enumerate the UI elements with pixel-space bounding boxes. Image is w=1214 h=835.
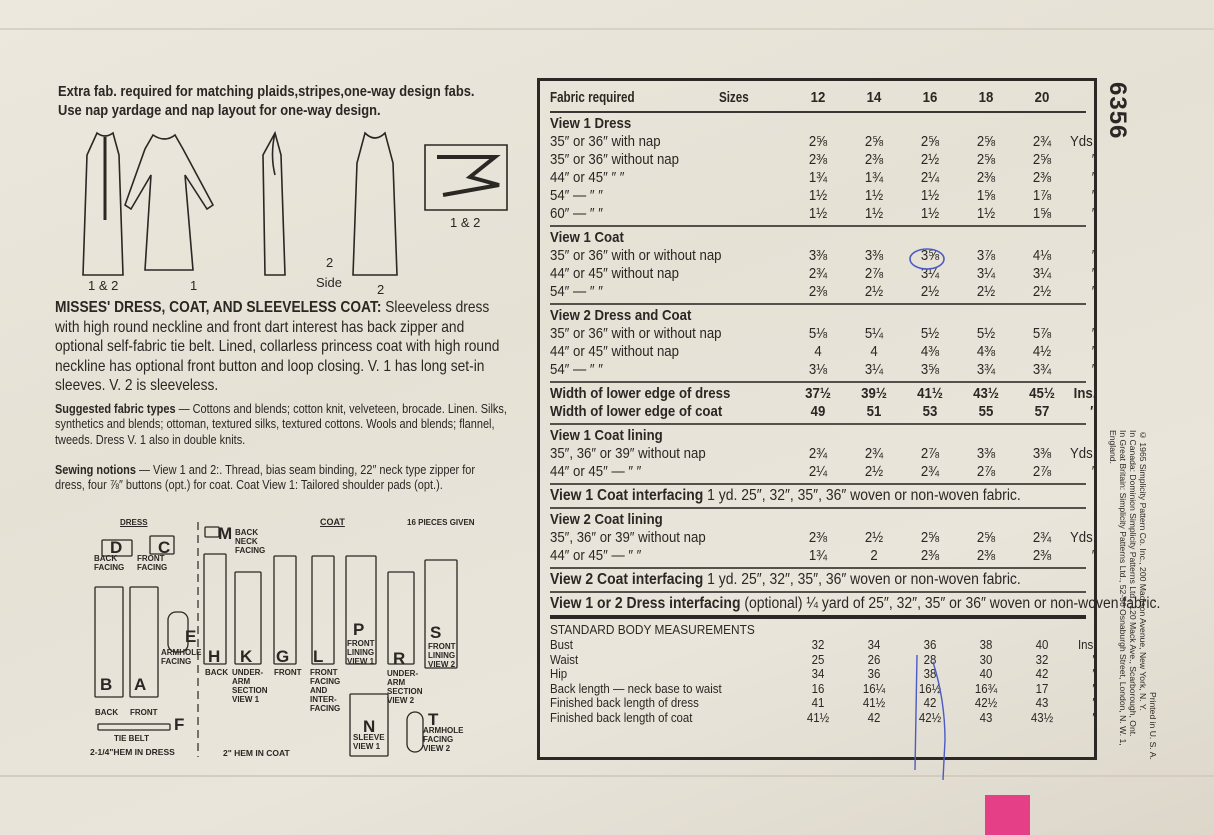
row-unit: ″ [1091,265,1097,282]
row-unit: ″ [1091,547,1097,564]
row-unit: ″ [1092,695,1097,710]
row-value: 3¾ [1032,361,1052,378]
section-title [550,115,1086,133]
row-value: 43½ [1030,709,1054,725]
row-label: 35″ or 36″ with or without nap [550,325,722,342]
row-value: 2⅝ [976,151,996,168]
row-value: 1½ [864,205,884,222]
row-value: 1¾ [808,547,828,564]
row-value: 1½ [808,187,828,204]
table-row [550,680,1097,697]
row-unit: ″ [1091,361,1097,378]
size-column-header: 16 [922,89,938,106]
piece-letter: P [353,620,365,639]
row-label: Back length — neck base to waist [550,680,722,696]
row-value: 34 [811,666,825,681]
piece-letter: N [363,717,376,736]
row-value: 3⅜ [976,445,996,462]
row-unit: ″ [1090,403,1097,420]
row-value: 2½ [864,283,884,300]
pattern-piece-m [205,527,219,537]
row-value: 2⅝ [808,133,828,150]
piece-letter: M [218,524,233,543]
section-title [550,427,1086,445]
row-value: 5¼ [864,325,884,342]
intro-line: Use nap yardage and nap layout for one-way design. [58,102,381,119]
row-unit: ″ [1092,666,1097,681]
table-row [550,343,1097,361]
row-value: 3⅛ [808,361,828,378]
illustration-label: 1 & 2 [450,215,481,230]
row-value: 36 [867,666,881,681]
piece-label: FRONT FACING [137,554,168,572]
row-value: 4⅜ [976,343,996,360]
note-text: 1 yd. 25″, 32″, 35″, 36″ woven or non-woven fabric. [703,571,1021,588]
row-label: 54″ — ″ ″ [550,361,603,378]
illustration-label: 1 & 2 [88,278,119,293]
piece-letter: R [393,649,406,668]
row-value: 1½ [920,187,940,204]
piece-label: FRONT LINING VIEW 1 [347,639,375,666]
row-value: 42½ [974,695,998,710]
row-unit: ″ [1091,187,1097,204]
table-row [550,247,1097,265]
pieces-count: 16 PIECES GIVEN [407,518,475,527]
row-value: 2⅜ [1032,547,1052,564]
table-section [550,569,1086,593]
row-value: 3⅝ [920,361,940,378]
row-value: 41½ [862,695,886,710]
table-row [550,283,1097,301]
row-value: 43½ [973,385,999,402]
row-value: 1½ [920,205,940,222]
row-value: 42½ [918,709,942,725]
coat-pieces-heading: COAT [320,517,345,527]
row-value: 42 [867,709,881,725]
row-value: 2⅝ [1032,151,1052,168]
description-heading: MISSES' DRESS, COAT, AND SLEEVELESS COAT: [55,299,382,316]
piece-label: FRONT [274,668,302,677]
table-row [550,187,1097,205]
header-label [550,85,761,111]
row-value: 2 [870,547,878,564]
piece-label: TIE BELT [114,734,149,743]
section-title [550,229,1086,247]
row-value: 40 [1035,637,1049,652]
row-unit: ″ [1091,247,1097,264]
table-section [550,509,1097,569]
row-unit: Yds. [1070,529,1097,546]
table-row [550,361,1097,379]
row-value: 1½ [864,187,884,204]
row-value: 16¼ [862,680,886,696]
row-value: 2¾ [808,265,828,282]
row-value: 2⅝ [920,529,940,546]
notions-heading: Sewing notions [55,463,136,477]
row-value: 36 [923,637,937,652]
row-unit: ″ [1091,151,1097,168]
row-value: 2¾ [1032,133,1052,150]
copyright-line: In Canada: Dominion Simplicity Patterns Ltd., 120 Mack Ave., Scarborough, Ont. [1128,430,1138,737]
table-row [550,403,1097,421]
row-label: Width of lower edge of dress [550,385,731,402]
note-title: View 1 or 2 Dress interfacing [550,595,741,612]
illustration-label: 2 [326,255,334,270]
row-value: 2⅜ [808,151,828,168]
row-value: 1½ [808,205,828,222]
section-title [550,307,1086,325]
tie-belt-sketch [425,145,507,210]
row-value: 2¼ [920,169,940,186]
fabric-types [55,402,507,448]
row-value: 49 [810,403,826,420]
row-value: 28 [923,651,937,667]
row-value: 2⅜ [976,169,996,186]
row-value: 17 [1035,680,1049,696]
row-value: 3¼ [920,265,940,282]
row-label: 35″ or 36″ without nap [550,151,679,168]
pattern-piece-t [407,712,423,752]
row-value: 2½ [864,529,884,546]
row-value: 41 [811,695,825,710]
row-value: 16¾ [974,680,998,696]
row-value: 2⅞ [920,445,940,462]
row-value: 38 [979,637,993,652]
row-value: 2⅞ [1032,463,1052,480]
row-value: 2¾ [808,445,828,462]
row-unit: ″ [1091,283,1097,300]
row-label: 35″ or 36″ with or without nap [550,247,722,264]
row-value: 4½ [1032,343,1052,360]
row-value: 16½ [918,680,942,696]
illustration-label: 2 [377,282,385,297]
notions-text: — View 1 and 2:. Thread, bias seam binding, 22″ neck type zipper for dress, four ⅞″ buttons (opt.) for coat. Coat View 1: Tailored shoulder pads (opt.). [55,463,476,493]
table-row [550,205,1097,223]
row-value: 41½ [806,709,830,725]
piece-label: BACK [205,668,229,677]
pieces-outlines [80,512,480,762]
row-unit: ″ [1091,169,1097,186]
fold-crease [0,28,1214,30]
table-row [550,651,1097,668]
note-text: (optional) ¼ yard of 25″, 32″, 35″ or 36″ woven or non-woven fabric. [740,595,1161,612]
row-value: 1⅞ [1032,187,1052,204]
row-value: 41½ [917,385,943,402]
piece-letter: E [185,627,197,646]
piece-label: FRONT [130,708,158,717]
table-row [550,709,1097,726]
row-value: 2⅜ [1032,169,1052,186]
row-value: 3¾ [976,361,996,378]
row-value: 39½ [861,385,887,402]
piece-letter: H [208,647,221,666]
row-value: 3⅞ [976,247,996,264]
pattern-piece-f [98,724,170,730]
row-value: 26 [867,651,881,667]
table-header [550,85,1086,113]
copyright-line: Printed in U. S. A. [1148,692,1158,760]
row-value: 38 [923,666,937,681]
piece-letter: S [430,623,442,642]
row-label: 44″ or 45″ — ″ ″ [550,463,642,480]
row-value: 2⅜ [808,529,828,546]
row-label: Hip [550,666,568,681]
row-label: 60″ — ″ ″ [550,205,603,222]
pattern-description [55,298,511,396]
piece-letter: C [158,538,171,557]
row-value: 5½ [920,325,940,342]
table-row [550,133,1097,151]
row-value: 2¾ [864,445,884,462]
row-value: 2⅝ [920,133,940,150]
fabric-types-text: — Cottons and blends; cotton knit, velveteen, brocade. Linen. Silks, synthetics and blends; ottoman, textured silks, textured cottons. Wools and blends; flannel, tweeds. Dress V. 1 also in double knits. [55,402,507,447]
row-label: Width of lower edge of coat [550,403,723,420]
piece-label: SLEEVE VIEW 1 [353,733,385,751]
table-row [550,445,1097,463]
row-value: 4⅛ [1032,247,1052,264]
body-measurements-title: STANDARD BODY MEASUREMENTS [550,623,755,637]
table-row [550,325,1097,343]
table-row [550,151,1097,169]
piece-label: UNDER-ARM SECTION VIEW 2 [387,669,423,705]
row-value: 2⅝ [976,133,996,150]
row-value: 57 [1034,403,1050,420]
row-value: 4 [814,343,822,360]
piece-letter: D [110,538,123,557]
garment-illustrations [75,125,515,295]
row-value: 2¾ [1032,529,1052,546]
row-label: 54″ — ″ ″ [550,187,603,204]
table-section [550,227,1097,305]
section-note [550,571,1090,589]
fabric-types-heading: Suggested fabric types [55,402,176,416]
row-value: 1½ [976,205,996,222]
row-value: 2¾ [920,463,940,480]
row-value: 34 [867,637,881,652]
row-value: 2⅞ [864,265,884,282]
row-value: 51 [866,403,882,420]
row-value: 3⅜ [808,247,828,264]
piece-letter: G [276,647,290,666]
size-column-header: 18 [978,89,994,106]
row-label: 44″ or 45″ without nap [550,265,679,282]
row-value: 4⅜ [920,343,940,360]
size-column-header: 14 [866,89,882,106]
dress-hem-note: 2-1/4"HEM IN DRESS [90,747,175,757]
section-title-text: View 2 Dress and Coat [550,307,692,324]
piece-label: BACK [95,708,119,717]
row-label: Bust [550,637,573,652]
row-value: 55 [978,403,994,420]
row-value: 16 [811,680,825,696]
row-value: 1⅝ [976,187,996,204]
note-title: View 2 Coat interfacing [550,571,704,588]
coat-side-sketch [263,133,285,275]
piece-letter: F [174,715,185,734]
copyright-notice [1108,430,1158,760]
table-row [550,529,1097,547]
table-section [550,425,1097,485]
piece-letter: L [313,647,324,666]
row-value: 2⅝ [864,133,884,150]
row-value: 3¼ [976,265,996,282]
row-unit: ″ [1091,463,1097,480]
size-column-header: 20 [1034,89,1050,106]
table-row [550,695,1097,711]
row-unit: ″ [1091,205,1097,222]
sleeveless-coat-sketch [353,133,397,275]
copyright-line: © 1965 Simplicity Pattern Co. Inc., 200 Madison Avenue, New York, N. Y. [1138,430,1148,711]
row-value: 2⅜ [864,151,884,168]
table-section [550,383,1097,425]
row-value: 43 [979,709,993,725]
price-tag-sticker [985,795,1030,835]
fabric-required-label: Fabric required [550,89,635,106]
section-title [550,511,1086,529]
dress-pieces-heading: DRESS [120,518,148,527]
table-row [550,547,1097,565]
row-unit: ″ [1091,343,1097,360]
note-text: 1 yd. 25″, 32″, 35″, 36″ woven or non-woven fabric. [703,487,1021,504]
copyright-line: In Great Britain: Simplicity Patterns Ltd., 52-56 Osnaburgh Street, London, N. W. 1, England. [1108,430,1128,746]
row-value: 3⅝ [920,247,940,264]
row-unit: ″ [1092,680,1097,696]
row-unit: Yds. [1070,445,1097,462]
illustration-label: 1 [190,278,198,293]
coat-hem-note: 2" HEM IN COAT [223,748,290,758]
body-measurements [550,619,1097,725]
row-label: 35″, 36″ or 39″ without nap [550,445,706,462]
row-value: 3¼ [864,361,884,378]
sizes-label: Sizes [718,89,749,106]
row-value: 3⅜ [1032,445,1052,462]
row-value: 30 [979,651,993,667]
dress-back-sketch [83,133,123,275]
row-unit: Ins. [1073,385,1097,402]
row-value: 1¾ [808,169,828,186]
row-value: 2⅜ [976,547,996,564]
piece-letter: A [134,675,147,694]
row-value: 5⅛ [808,325,828,342]
table-row [550,637,1097,653]
section-note [550,487,1090,505]
row-value: 40 [979,666,993,681]
row-value: 2⅞ [976,463,996,480]
piece-label: BACK NECK FACING [235,528,266,555]
row-label: 44″ or 45″ without nap [550,343,679,360]
row-value: 2⅝ [976,529,996,546]
section-title-text: View 1 Coat [550,229,624,246]
intro-line: Extra fab. required for matching plaids,stripes,one-way design fabs. [58,83,475,100]
row-value: 4 [870,343,878,360]
coat-sketch [125,135,213,270]
row-value: 2½ [1032,283,1052,300]
piece-label: UNDER-ARM SECTION VIEW 1 [232,668,268,704]
row-value: 2⅜ [808,283,828,300]
row-value: 32 [811,637,825,652]
illustration-label: Side [316,275,343,290]
pattern-number: 6356 [1104,82,1131,140]
row-unit: ″ [1092,651,1097,667]
description-text: Sleeveless dress with high round neckline and front dart interest has back zipper and optional self-fabric tie belt. Lined, collarless princess coat with high round neckline has optional front button and loop closing. V. 1 has long set-in sleeves. V. 2 is sleeveless. [55,299,500,394]
row-unit: Yds. [1070,133,1097,150]
table-section [550,593,1161,619]
row-value: 43 [1035,695,1049,710]
row-value: 37½ [805,385,831,402]
section-title-text: View 2 Coat lining [550,511,663,528]
section-title-text: View 1 Dress [550,115,632,132]
row-value: 42 [1035,666,1049,681]
row-value: 2½ [864,463,884,480]
piece-label: FRONT FACING AND INTER-FACING [310,668,341,713]
intro-note [58,82,475,120]
row-value: 2⅜ [920,547,940,564]
row-value: 32 [1035,651,1049,667]
section-note [550,595,1161,613]
row-value: 3⅜ [864,247,884,264]
row-label: 35″ or 36″ with nap [550,133,661,150]
row-label: Waist [550,651,579,667]
row-unit: ″ [1092,709,1097,725]
row-value: 1⅝ [1032,205,1052,222]
table-row [550,385,1097,403]
piece-label: ARMHOLE FACING VIEW 2 [423,726,464,753]
row-value: 53 [922,403,938,420]
piece-letter: K [240,647,253,666]
row-value: 2½ [920,283,940,300]
row-value: 1¾ [864,169,884,186]
table-section [550,113,1097,227]
piece-label: BACK FACING [94,554,125,572]
row-value: 2¼ [808,463,828,480]
table-row [550,265,1097,283]
table-row [550,666,1097,682]
row-value: 5⅞ [1032,325,1052,342]
table-row [550,169,1097,187]
table-section [550,485,1086,509]
size-column-header: 12 [810,89,826,106]
section-title-text: View 1 Coat lining [550,427,663,444]
row-value: 2½ [920,151,940,168]
note-title: View 1 Coat interfacing [550,487,704,504]
sewing-notions [55,463,507,494]
row-value: 42 [923,695,937,710]
row-label: 35″, 36″ or 39″ without nap [550,529,706,546]
row-value: 45½ [1029,385,1055,402]
piece-label: FRONT LINING VIEW 2 [428,642,456,669]
piece-label: ARMHOLE FACING [161,648,202,666]
piece-letter: T [428,710,439,729]
table-section [550,305,1097,383]
row-label: 44″ or 45″ ″ ″ [550,169,625,186]
piece-letter: B [100,675,113,694]
row-value: 2½ [976,283,996,300]
row-label: 54″ — ″ ″ [550,283,603,300]
row-value: 25 [811,651,825,667]
row-value: 3¼ [1032,265,1052,282]
pattern-pieces-diagram [80,512,480,762]
table-row [550,463,1097,481]
row-unit: Ins. [1077,637,1097,652]
row-value: 5½ [976,325,996,342]
row-label: 44″ or 45″ — ″ ″ [550,547,642,564]
row-label: Finished back length of coat [550,709,693,725]
row-unit: ″ [1091,325,1097,342]
fold-crease [0,775,1214,777]
row-label: Finished back length of dress [550,695,699,710]
